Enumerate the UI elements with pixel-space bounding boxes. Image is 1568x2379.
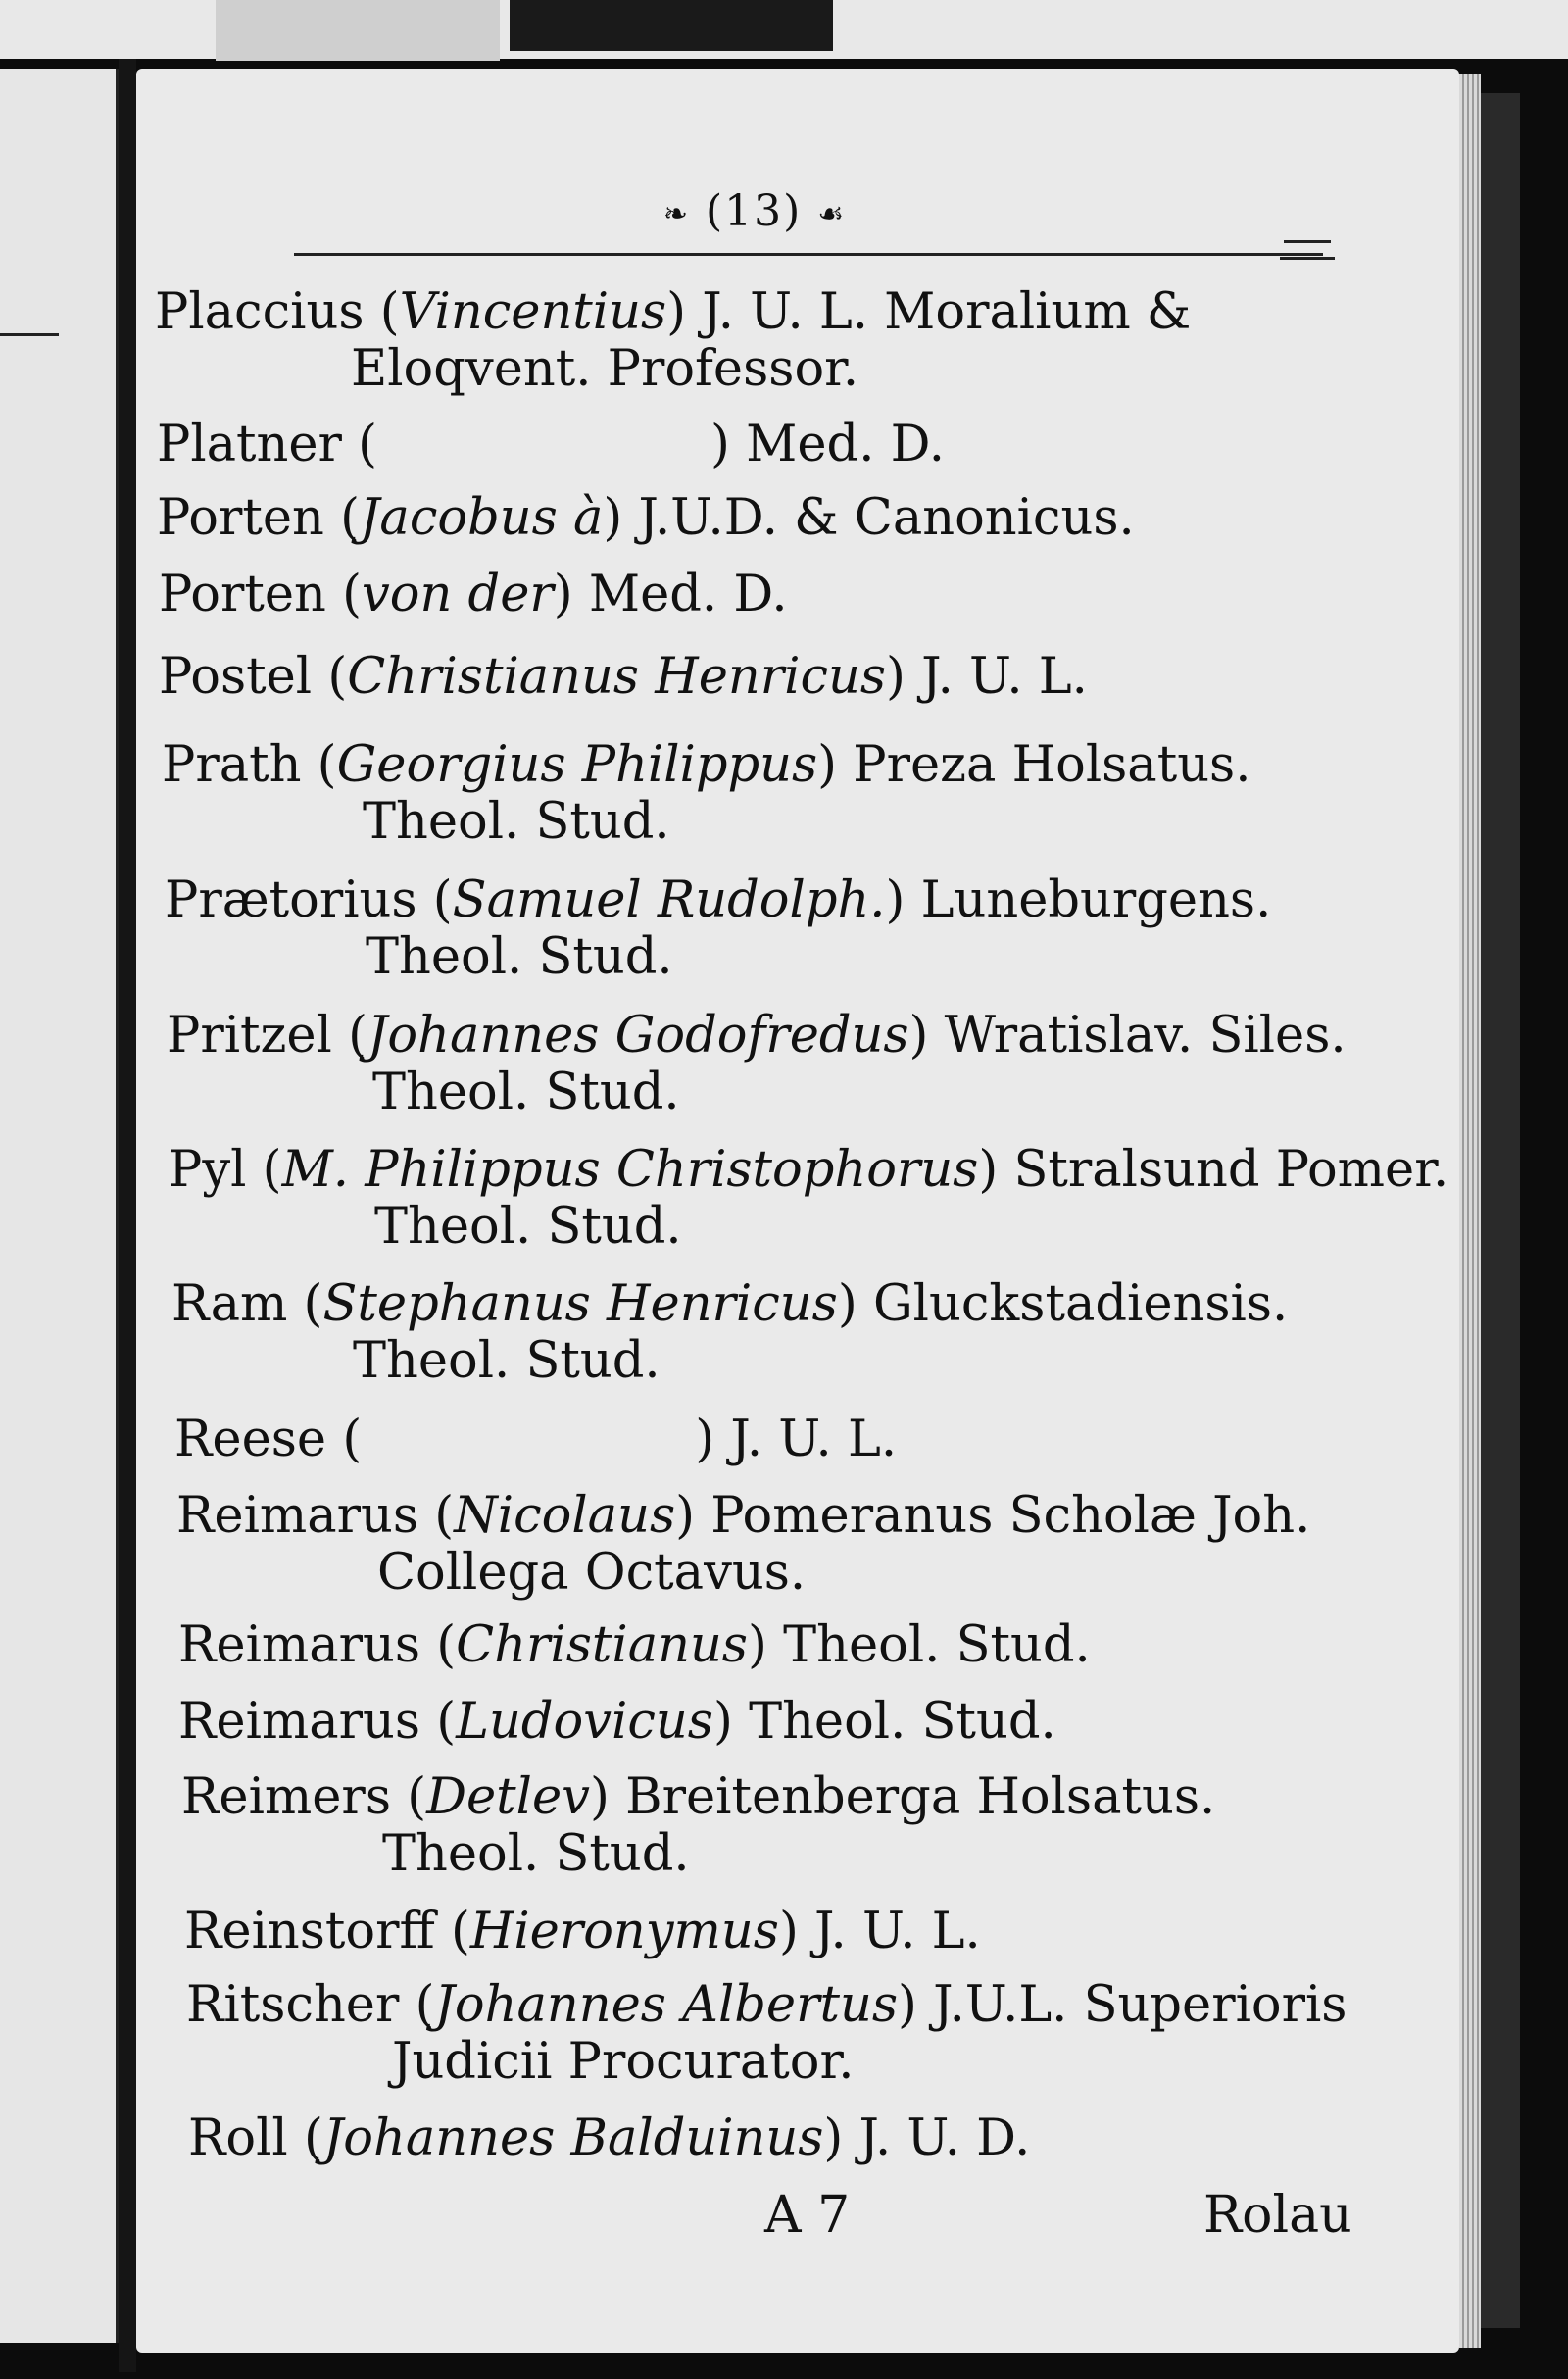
entry-line: Reimers (Detlev) Breitenberga Holsatus. bbox=[181, 1768, 1216, 1826]
entry-surname: Postel bbox=[159, 648, 313, 706]
register-entry bbox=[159, 649, 1374, 706]
entry-surname: Placcius bbox=[155, 283, 365, 341]
entry-given-name: Johannes Albertus bbox=[434, 1976, 898, 2034]
entry-surname: Porten bbox=[159, 566, 326, 623]
entry-surname: Reimarus bbox=[176, 1487, 419, 1545]
entry-line: Reimarus (Ludovicus) Theol. Stud. bbox=[178, 1693, 1056, 1751]
register-entry bbox=[176, 1488, 1392, 1602]
entry-given-name: M. Philippus Christophorus bbox=[281, 1141, 979, 1199]
entry-surname: Prath bbox=[162, 736, 302, 794]
entry-given-name: Stephanus Henricus bbox=[322, 1275, 838, 1333]
entry-given-name: Johannes Godofredus bbox=[367, 1007, 909, 1065]
entry-line: Pyl (M. Philippus Christophorus) Stralsund Pomer. bbox=[169, 1141, 1449, 1199]
entry-line: Reinstorff (Hieronymus) J. U. L. bbox=[184, 1903, 981, 1960]
register-entry bbox=[186, 1977, 1401, 2091]
entry-description: Breitenberga Holsatus. bbox=[625, 1768, 1216, 1826]
entry-description: Luneburgens. bbox=[920, 871, 1272, 929]
entry-given-name: Jacobus à bbox=[359, 489, 604, 547]
register-entry bbox=[181, 1769, 1396, 1883]
page-footer bbox=[0, 2186, 1568, 2255]
entry-continuation: Theol. Stud. bbox=[353, 1332, 661, 1390]
register-entry bbox=[162, 737, 1377, 851]
register-entry bbox=[155, 284, 1370, 398]
entry-given-name: Georgius Philippus bbox=[336, 736, 818, 794]
book-gutter bbox=[119, 59, 136, 2372]
register-entry bbox=[172, 1276, 1387, 1390]
entry-given-name: Christianus bbox=[456, 1616, 748, 1674]
entry-line: Porten (von der) Med. D. bbox=[159, 566, 788, 623]
entry-surname: Reimarus bbox=[178, 1693, 421, 1751]
register-entry bbox=[157, 417, 1372, 473]
header-rule-mark bbox=[1284, 240, 1331, 243]
signature-mark: A 7 bbox=[764, 2186, 851, 2245]
entry-line: Reese ( ) J. U. L. bbox=[174, 1411, 898, 1468]
entry-line: Ritscher (Johannes Albertus) J.U.L. Superioris bbox=[186, 1976, 1348, 2034]
book-cover-edge bbox=[1481, 93, 1520, 2328]
register-entry bbox=[159, 567, 1374, 623]
register-entry bbox=[174, 1412, 1390, 1468]
header-rule bbox=[294, 253, 1323, 256]
entry-description: J. U. L. Moralium & bbox=[702, 283, 1192, 341]
entry-description: J. U. D. bbox=[858, 2109, 1031, 2167]
entry-description: Theol. Stud. bbox=[749, 1693, 1056, 1751]
entry-description: Med. D. bbox=[746, 416, 945, 473]
entry-surname: Porten bbox=[157, 489, 324, 547]
entry-surname: Platner bbox=[157, 416, 342, 473]
entry-description: Med. D. bbox=[588, 566, 788, 623]
entry-surname: Prætorius bbox=[165, 871, 417, 929]
entry-description: Gluckstadiensis. bbox=[872, 1275, 1289, 1333]
register-entry bbox=[184, 1904, 1399, 1960]
entry-given-name: Ludovicus bbox=[456, 1693, 713, 1751]
entry-given-name: Detlev bbox=[426, 1768, 590, 1826]
entry-description: Stralsund Pomer. bbox=[1013, 1141, 1449, 1199]
entry-given-name: Nicolaus bbox=[454, 1487, 676, 1545]
entry-surname: Roll bbox=[188, 2109, 288, 2167]
entry-continuation: Collega Octavus. bbox=[377, 1544, 807, 1602]
entry-description: Pomeranus Scholæ Joh. bbox=[710, 1487, 1311, 1545]
entry-line: Pritzel (Johannes Godofredus) Wratislav. Siles. bbox=[167, 1007, 1347, 1065]
register-entry bbox=[165, 872, 1380, 986]
entry-given-name: von der bbox=[361, 566, 554, 623]
entry-line: Ram (Stephanus Henricus) Gluckstadiensis. bbox=[172, 1275, 1289, 1333]
entry-description: J.U.D. & Canonicus. bbox=[638, 489, 1135, 547]
entry-line: Roll (Johannes Balduinus) J. U. D. bbox=[188, 2109, 1031, 2167]
entry-description: J. U. L. bbox=[730, 1411, 898, 1468]
entry-line: Prætorius (Samuel Rudolph.) Luneburgens. bbox=[165, 871, 1272, 929]
entry-description: J. U. L. bbox=[921, 648, 1088, 706]
entry-continuation: Theol. Stud. bbox=[366, 928, 673, 986]
entry-surname: Reimers bbox=[181, 1768, 391, 1826]
entry-surname: Reimarus bbox=[178, 1616, 421, 1674]
entry-continuation: Theol. Stud. bbox=[363, 793, 670, 851]
entry-continuation: Theol. Stud. bbox=[382, 1825, 690, 1883]
ornament-right-icon: ☙ bbox=[817, 197, 847, 231]
entry-line: Postel (Christianus Henricus) J. U. L. bbox=[159, 648, 1088, 706]
scan-shadow bbox=[510, 0, 833, 51]
entry-given-name: Hieronymus bbox=[469, 1903, 779, 1960]
entry-line: Prath (Georgius Philippus) Preza Holsatus. bbox=[162, 736, 1251, 794]
entry-line: Porten (Jacobus à) J.U.D. & Canonicus. bbox=[157, 489, 1135, 547]
entry-description: Preza Holsatus. bbox=[853, 736, 1251, 794]
entry-given-name: Christianus Henricus bbox=[347, 648, 887, 706]
entry-continuation: Theol. Stud. bbox=[374, 1198, 682, 1256]
ornament-left-icon: ❧ bbox=[662, 197, 690, 231]
entry-line: Platner ( ) Med. D. bbox=[157, 416, 945, 473]
entry-line: Reimarus (Christianus) Theol. Stud. bbox=[178, 1616, 1091, 1674]
register-entry bbox=[157, 490, 1372, 547]
register-entry bbox=[178, 1617, 1394, 1674]
entry-description: J. U. L. bbox=[814, 1903, 981, 1960]
entry-surname: Pyl bbox=[169, 1141, 247, 1199]
facing-page-rule bbox=[0, 333, 59, 336]
page-number: (13) bbox=[705, 186, 803, 236]
register-entry bbox=[188, 2110, 1403, 2167]
register-entry bbox=[178, 1694, 1394, 1751]
catchword: Rolau bbox=[1203, 2186, 1352, 2245]
entry-given-name: Samuel Rudolph. bbox=[452, 871, 886, 929]
entry-surname: Reese bbox=[174, 1411, 327, 1468]
register-entry bbox=[169, 1141, 1449, 1256]
entry-continuation: Eloqvent. Professor. bbox=[351, 340, 859, 398]
entry-given-name: Vincentius bbox=[399, 283, 667, 341]
entry-given-name: Johannes Balduinus bbox=[322, 2109, 824, 2167]
entry-description: J.U.L. Superioris bbox=[933, 1976, 1348, 2034]
entry-line: Reimarus (Nicolaus) Pomeranus Scholæ Joh. bbox=[176, 1487, 1311, 1545]
scan-paper-tab bbox=[216, 0, 500, 61]
facing-page bbox=[0, 69, 119, 2343]
entry-continuation: Theol. Stud. bbox=[372, 1064, 680, 1121]
entry-surname: Pritzel bbox=[167, 1007, 332, 1065]
entry-surname: Ram bbox=[172, 1275, 288, 1333]
entry-surname: Ritscher bbox=[186, 1976, 400, 2034]
entry-line: Placcius (Vincentius) J. U. L. Moralium & bbox=[155, 283, 1192, 341]
entry-surname: Reinstorff bbox=[184, 1903, 435, 1960]
register-entry bbox=[167, 1008, 1382, 1121]
running-head bbox=[549, 186, 960, 236]
entry-description: Theol. Stud. bbox=[783, 1616, 1091, 1674]
page-edges bbox=[1459, 74, 1481, 2348]
header-rule-mark bbox=[1280, 257, 1335, 260]
entry-description: Wratislav. Siles. bbox=[944, 1007, 1347, 1065]
entry-continuation: Judicii Procurator. bbox=[392, 2033, 855, 2091]
